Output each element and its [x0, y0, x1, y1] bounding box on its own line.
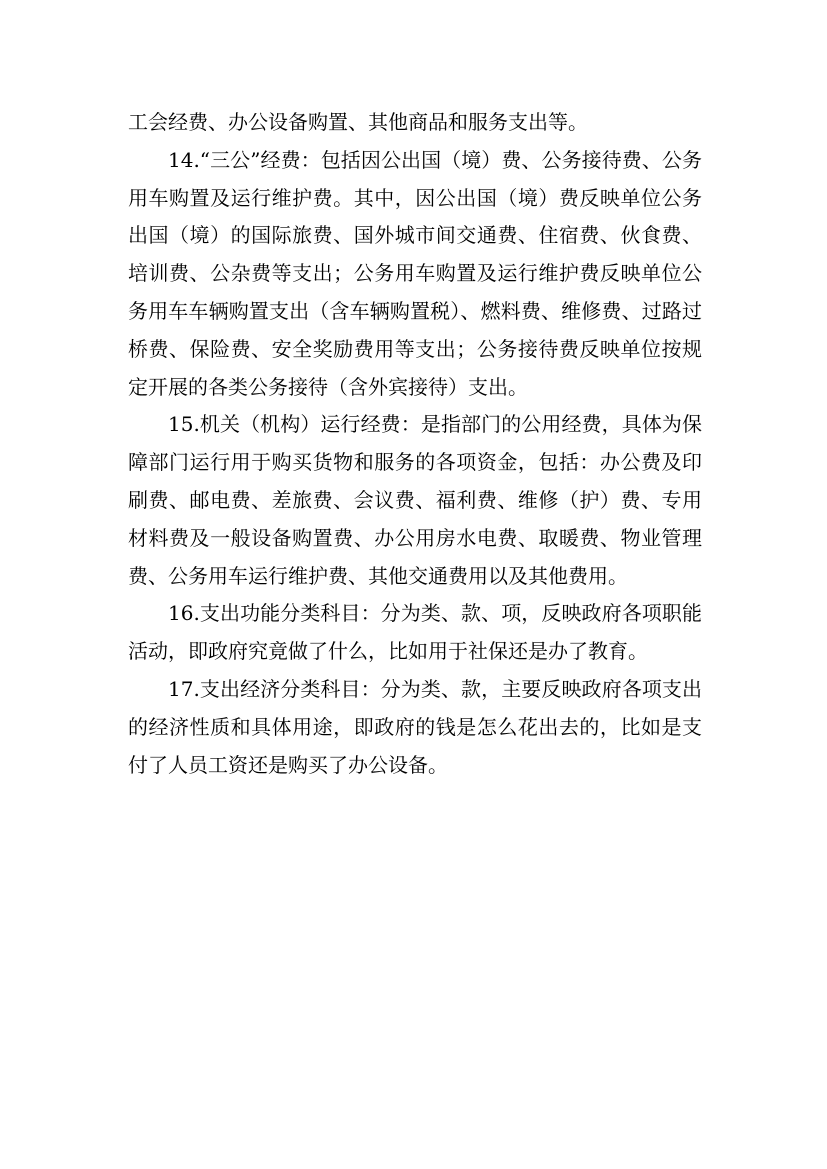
document-page	[128, 104, 702, 784]
paragraph-14-three-public-expenses: 14.“三公”经费：包括因公出国（境）费、公务接待费、公务用车购置及运行维护费。其中，因公出国（境）费反映单位公务出国（境）的国际旅费、国外城市间交通费、住宿费、伙食费、培训费、公杂费等支出；公务用车购置及运行维护费反映单位公务用车车辆购置支出（含车辆购置税）、燃料费、维修费、过路过桥费、保险费、安全奖励费用等支出；公务接待费反映单位按规定开展的各类公务接待（含外宾接待）支出。	[128, 147, 702, 399]
paragraph-17-economic-classification: 17.支出经济分类科目：分为类、款，主要反映政府各项支出的经济性质和具体用途，即政府的钱是怎么花出去的，比如是支付了人员工资还是购买了办公设备。	[128, 676, 702, 777]
paragraph-continuation: 工会经费、办公设备购置、其他商品和服务支出等。	[128, 110, 588, 134]
paragraph-15-agency-operating-expenses: 15.机关（机构）运行经费：是指部门的公用经费，具体为保障部门运行用于购买货物和服务的各项资金，包括：办公费及印刷费、邮电费、差旅费、会议费、福利费、维修（护）费、专用材料费及一般设备购置费、办公用房水电费、取暖费、物业管理费、公务用车运行维护费、其他交通费用以及其他费用。	[128, 412, 702, 588]
paragraph-16-functional-classification: 16.支出功能分类科目：分为类、款、项，反映政府各项职能活动，即政府究竟做了什么，比如用于社保还是办了教育。	[128, 601, 702, 664]
